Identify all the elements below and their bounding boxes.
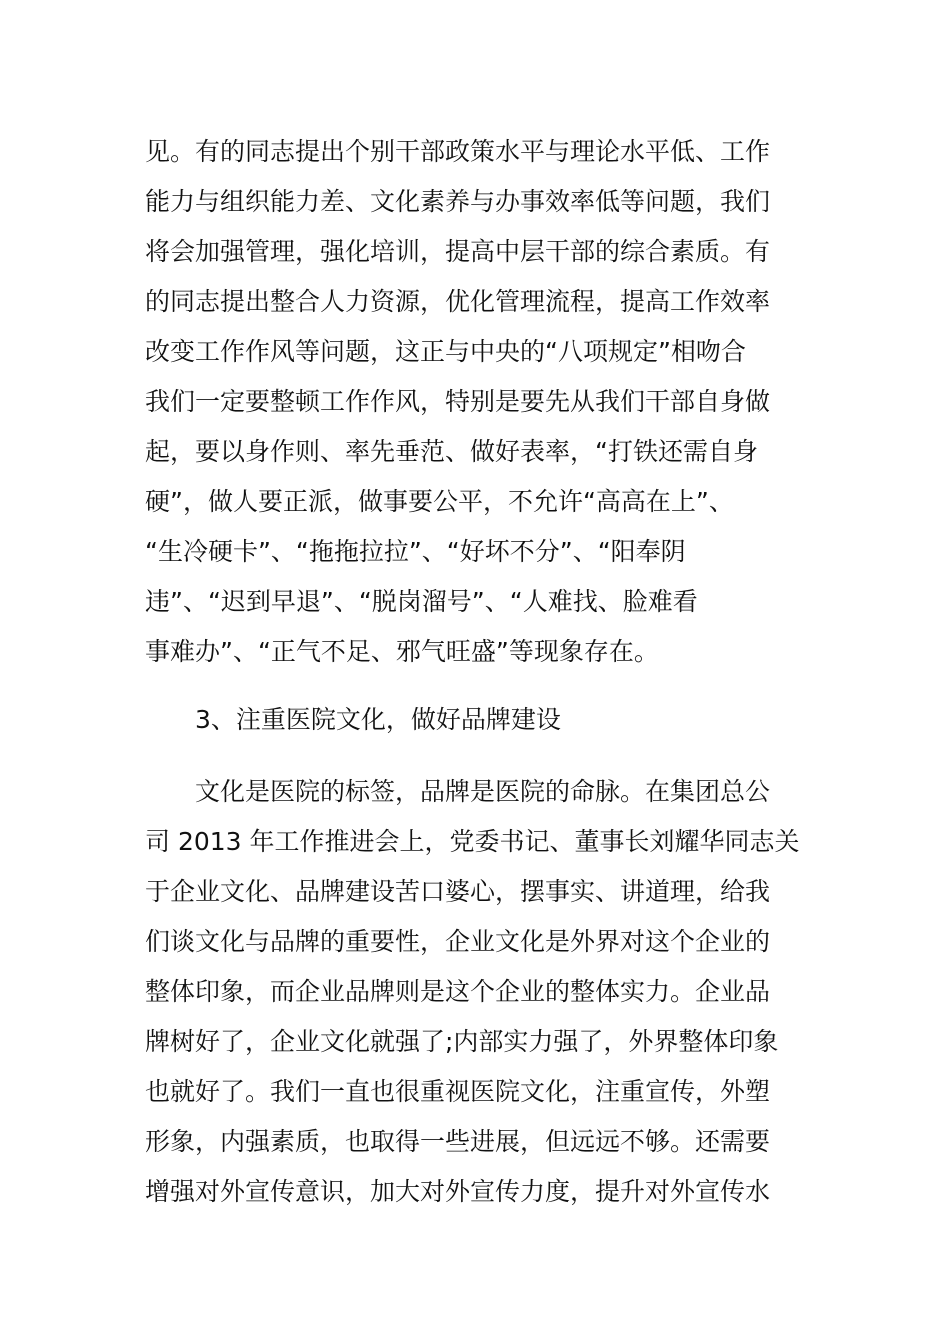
paragraph-line: 我们一定要整顿工作作风，特别是要先从我们干部自身做 [145, 387, 771, 416]
section-heading: 3、注重医院文化，做好品牌建设 [195, 705, 561, 734]
paragraph-line: 事难办”、“正气不足、邪气旺盛”等现象存在。 [145, 637, 659, 666]
paragraph-line: 形象，内强素质，也取得一些进展，但远远不够。还需要 [145, 1127, 771, 1156]
paragraph-line: 将会加强管理，强化培训，提高中层干部的综合素质。有 [145, 237, 771, 266]
paragraph-line: “生冷硬卡”、“拖拖拉拉”、“好坏不分”、“阳奉阴 [145, 537, 686, 566]
paragraph-line: 牌树好了，企业文化就强了;内部实力强了，外界整体印象 [145, 1027, 779, 1056]
paragraph-line: 见。有的同志提出个别干部政策水平与理论水平低、工作 [145, 137, 771, 166]
paragraph-line: 文化是医院的标签，品牌是医院的命脉。在集团总公 [195, 777, 771, 806]
paragraph-line: 于企业文化、品牌建设苦口婆心，摆事实、讲道理，给我 [145, 877, 771, 906]
paragraph-line: 能力与组织能力差、文化素养与办事效率低等问题，我们 [145, 187, 771, 216]
paragraph-line: 也就好了。我们一直也很重视医院文化，注重宣传，外塑 [145, 1077, 771, 1106]
paragraph-line: 起，要以身作则、率先垂范、做好表率，“打铁还需自身 [145, 437, 758, 466]
paragraph-line: 违”、“迟到早退”、“脱岗溜号”、“人难找、脸难看 [145, 587, 698, 616]
paragraph-line: 的同志提出整合人力资源，优化管理流程，提高工作效率 [145, 287, 771, 316]
paragraph-line: 增强对外宣传意识，加大对外宣传力度，提升对外宣传水 [145, 1177, 771, 1206]
paragraph-line: 整体印象，而企业品牌则是这个企业的整体实力。企业品 [145, 977, 771, 1006]
paragraph-line: 们谈文化与品牌的重要性，企业文化是外界对这个企业的 [145, 927, 771, 956]
paragraph-line: 改变工作作风等问题，这正与中央的“八项规定”相吻合 [145, 337, 746, 366]
paragraph-line: 硬”，做人要正派，做事要公平，不允许“高高在上”、 [145, 487, 734, 516]
paragraph-line: 司 2013 年工作推进会上，党委书记、董事长刘耀华同志关 [145, 827, 800, 856]
